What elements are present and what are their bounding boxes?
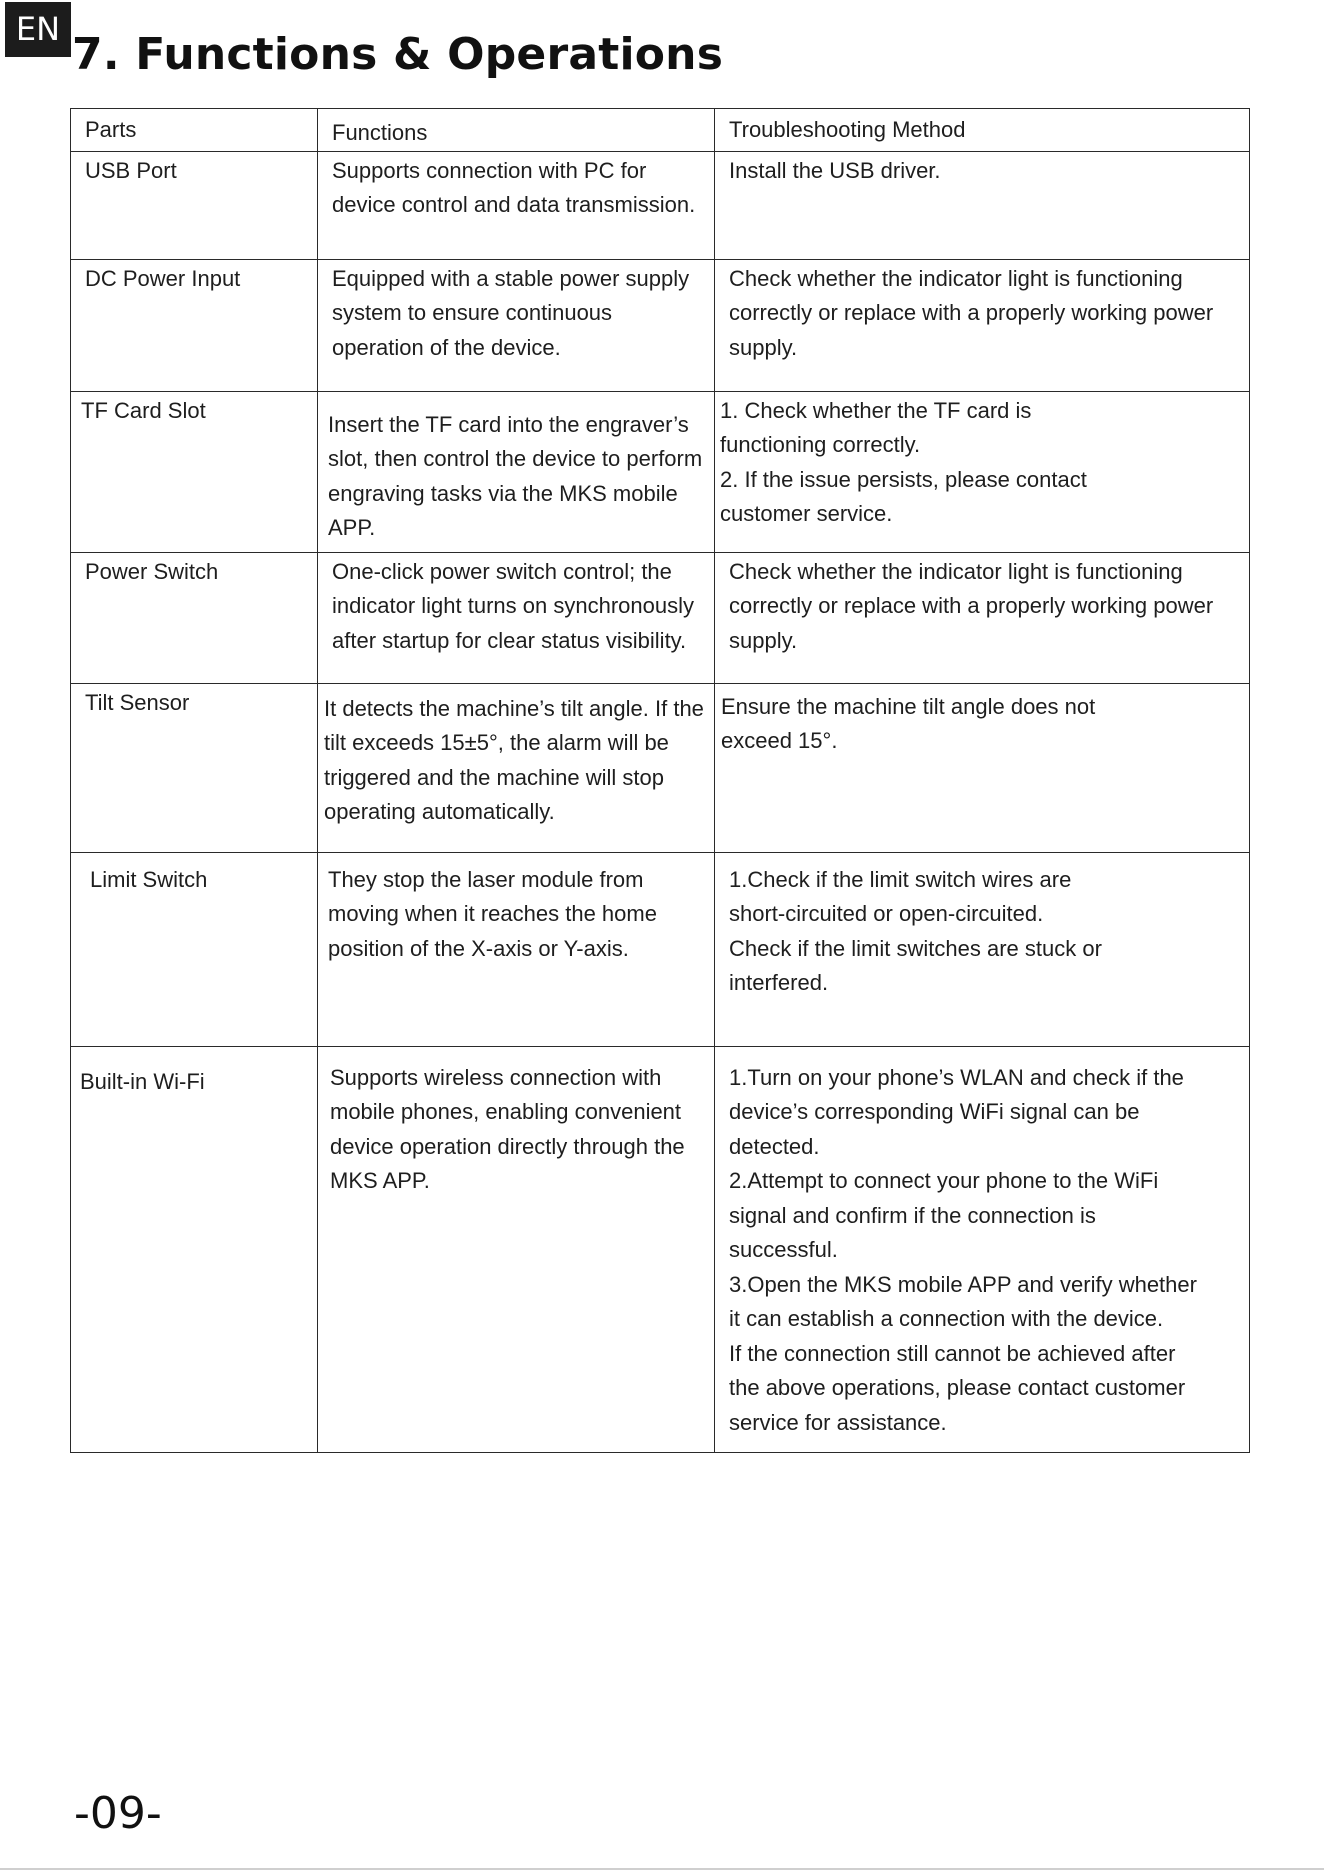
part-name: USB Port	[85, 157, 177, 183]
part-name-cell	[71, 151, 318, 259]
function-cell	[318, 852, 715, 1046]
troubleshooting-text-line: 1.Check if the limit switch wires are	[729, 866, 1072, 892]
troubleshooting-text-line: If the connection still cannot be achieved after	[729, 1340, 1176, 1366]
table-row	[71, 1046, 1250, 1452]
function-text-line: Insert the TF card into the engraver’s	[328, 411, 689, 437]
troubleshooting-text-line: 2. If the issue persists, please contact	[720, 466, 1087, 492]
page-bottom-divider	[0, 1868, 1324, 1870]
troubleshooting-text-line: supply.	[729, 334, 798, 360]
troubleshooting-text-line: Check if the limit switches are stuck or	[729, 935, 1102, 961]
page-title: 7. Functions & Operations	[72, 29, 724, 80]
troubleshooting-text-line: 1. Check whether the TF card is	[720, 397, 1032, 423]
table-header-row	[71, 109, 1250, 152]
troubleshooting-text-line: Check whether the indicator light is functioning	[729, 558, 1183, 584]
table-row	[71, 391, 1250, 552]
troubleshooting-text-line: device’s corresponding WiFi signal can be	[729, 1099, 1140, 1124]
function-cell	[318, 151, 715, 259]
troubleshooting-text-line: short-circuited or open-circuited.	[729, 901, 1044, 926]
function-cell	[318, 1046, 715, 1452]
function-text-line: device control and data transmission.	[332, 192, 696, 217]
troubleshooting-cell	[715, 683, 1250, 852]
troubleshooting-text-line: 1.Turn on your phone’s WLAN and check if the	[729, 1064, 1184, 1090]
function-text-line: mobile phones, enabling convenient	[330, 1099, 682, 1124]
function-text-line: One-click power switch control; the	[332, 558, 672, 584]
troubleshooting-text-line: it can establish a connection with the device.	[729, 1306, 1164, 1331]
table-row	[71, 151, 1250, 259]
part-name: Power Switch	[85, 558, 219, 584]
troubleshooting-text-line: exceed 15°.	[721, 728, 838, 753]
part-name-cell	[71, 552, 318, 683]
troubleshooting-text-line: customer service.	[720, 501, 893, 526]
function-text-line: system to ensure continuous	[332, 300, 613, 325]
troubleshooting-text-line: interfered.	[729, 970, 829, 995]
function-text-line: indicator light turns on synchronously	[332, 593, 694, 618]
function-text-line: MKS APP.	[330, 1168, 430, 1193]
function-text-line: operation of the device.	[332, 334, 561, 360]
troubleshooting-text-line: 3.Open the MKS mobile APP and verify whether	[729, 1271, 1197, 1297]
function-text-line: slot, then control the device to perform	[328, 446, 703, 471]
header-troubleshooting: Troubleshooting Method	[715, 109, 1250, 152]
function-text-line: It detects the machine’s tilt angle. If the	[324, 695, 704, 721]
table-row	[71, 683, 1250, 852]
troubleshooting-text-line: service for assistance.	[729, 1409, 947, 1435]
function-text-line: Equipped with a stable power supply	[332, 265, 690, 291]
page-number: -09-	[74, 1788, 162, 1839]
part-name: Built-in Wi-Fi	[80, 1068, 205, 1094]
function-text-line: engraving tasks via the MKS mobile	[328, 480, 678, 506]
header-parts: Parts	[71, 109, 318, 152]
function-text-line: moving when it reaches the home	[328, 901, 657, 926]
troubleshooting-text-line: signal and confirm if the connection is	[729, 1202, 1096, 1228]
part-name: Tilt Sensor	[85, 689, 190, 715]
function-cell	[318, 391, 715, 552]
troubleshooting-text-line: Ensure the machine tilt angle does not	[721, 693, 1096, 719]
table-row	[71, 552, 1250, 683]
troubleshooting-cell	[715, 852, 1250, 1046]
troubleshooting-text-line: detected.	[729, 1133, 820, 1159]
function-text-line: Supports wireless connection with	[330, 1064, 662, 1090]
function-cell	[318, 259, 715, 391]
troubleshooting-cell	[715, 1046, 1250, 1452]
part-name-cell	[71, 852, 318, 1046]
troubleshooting-cell	[715, 391, 1250, 552]
part-name: Limit Switch	[90, 866, 208, 892]
function-text-line: triggered and the machine will stop	[324, 764, 664, 790]
table-row	[71, 852, 1250, 1046]
troubleshooting-text-line: correctly or replace with a properly working power	[729, 593, 1214, 618]
function-text-line: Supports connection with PC for	[332, 157, 647, 183]
function-text-line: position of the X-axis or Y-axis.	[328, 935, 629, 961]
functions-operations-table	[70, 108, 1250, 1453]
header-functions: Functions	[318, 109, 715, 152]
part-name: DC Power Input	[85, 265, 241, 291]
troubleshooting-cell	[715, 552, 1250, 683]
part-name-cell	[71, 683, 318, 852]
part-name: TF Card Slot	[81, 397, 206, 423]
troubleshooting-text-line: supply.	[729, 627, 798, 653]
part-name-cell	[71, 1046, 318, 1452]
function-text-line: They stop the laser module from	[328, 866, 644, 892]
function-cell	[318, 552, 715, 683]
function-cell	[318, 683, 715, 852]
troubleshooting-text-line: functioning correctly.	[720, 432, 921, 457]
troubleshooting-text-line: Check whether the indicator light is functioning	[729, 265, 1183, 291]
function-text-line: operating automatically.	[324, 799, 555, 824]
troubleshooting-cell	[715, 259, 1250, 391]
function-text-line: after startup for clear status visibility.	[332, 627, 687, 653]
table-row	[71, 259, 1250, 391]
troubleshooting-text-line: the above operations, please contact customer	[729, 1375, 1186, 1400]
troubleshooting-text-line: 2.Attempt to connect your phone to the WiFi	[729, 1168, 1159, 1193]
troubleshooting-cell	[715, 151, 1250, 259]
function-text-line: APP.	[328, 515, 376, 540]
troubleshooting-text-line: successful.	[729, 1237, 838, 1262]
part-name-cell	[71, 259, 318, 391]
function-text-line: device operation directly through the	[330, 1133, 685, 1159]
part-name-cell	[71, 391, 318, 552]
troubleshooting-text-line: Install the USB driver.	[729, 157, 941, 183]
language-badge: EN	[5, 2, 71, 57]
function-text-line: tilt exceeds 15±5°, the alarm will be	[324, 730, 669, 755]
troubleshooting-text-line: correctly or replace with a properly working power	[729, 300, 1214, 325]
